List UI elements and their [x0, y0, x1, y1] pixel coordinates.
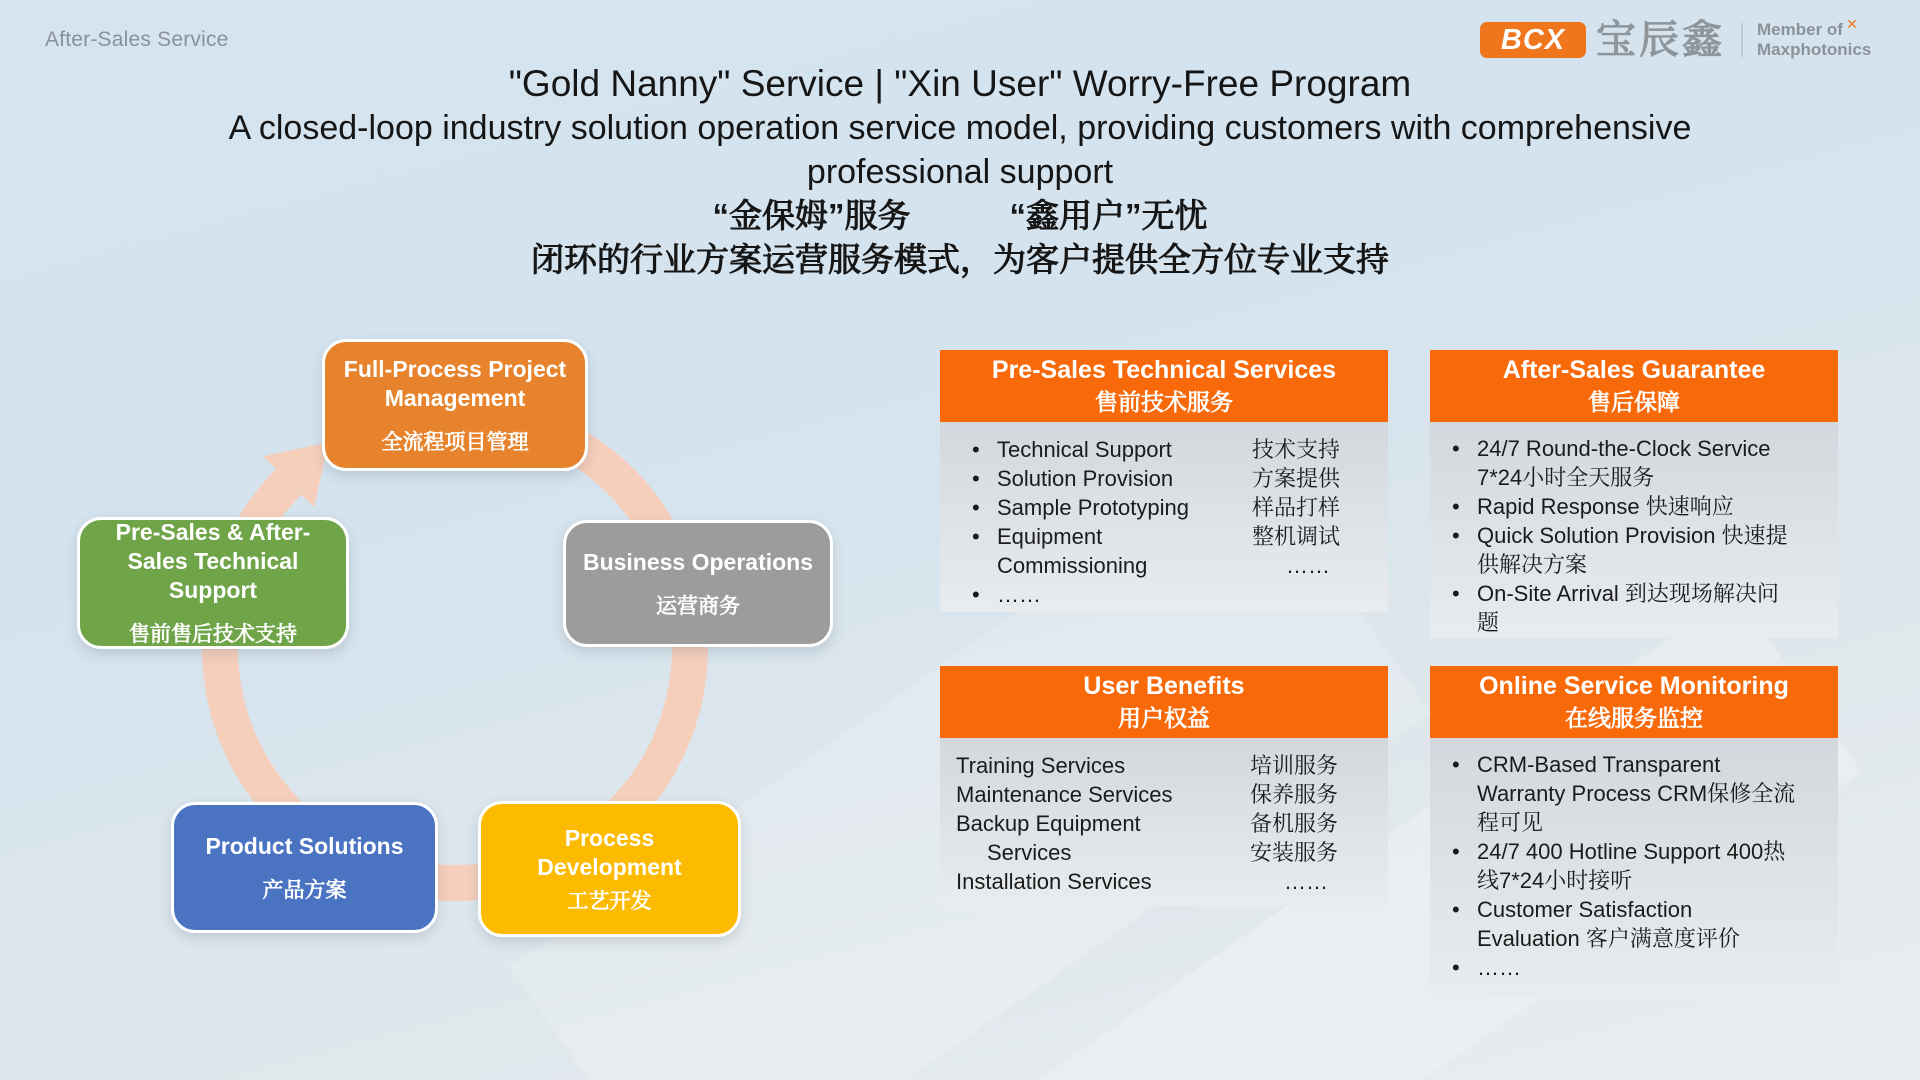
company-logo [1480, 16, 1872, 62]
panel-header [1430, 350, 1838, 422]
panel-title-en: User Benefits [1083, 672, 1245, 700]
list-item: • …… [966, 580, 1196, 609]
list-item: • CRM-Based Transparent Warranty Process CRM保修全流程可见 [1446, 750, 1798, 837]
subtitle-line1: A closed-loop industry solution operation service model, providing customers with comprehensive [228, 109, 1692, 147]
corner-label: After-Sales Service [45, 28, 229, 51]
list-item: 技术支持 [1252, 437, 1341, 462]
panel-items-english [956, 751, 1206, 906]
panel-body [1430, 422, 1838, 638]
member-of-text: Member of [1757, 20, 1843, 39]
logo-chinese-name: 宝辰鑫 [1596, 18, 1725, 62]
list-item: Maintenance Services [956, 782, 1173, 807]
panel-header [940, 350, 1388, 422]
list-item: • 24/7 400 Hotline Support 400热线7*24小时接听 [1446, 837, 1798, 895]
list-item: 样品打样 [1252, 495, 1341, 520]
cycle-box-label-cn: 运营商务 [656, 594, 740, 618]
panel-body [940, 422, 1388, 612]
cycle-box-label-cn: 产品方案 [262, 878, 347, 902]
panel-title-en: Online Service Monitoring [1479, 672, 1789, 700]
panel-user-benefits [940, 666, 1388, 906]
cycle-box-product-solutions [171, 802, 438, 933]
cycle-box-pre-after-sales-support [77, 517, 349, 649]
member-of-maxphotonics [1757, 16, 1872, 60]
list-item: • Solution Provision [966, 464, 1196, 493]
cycle-box-label-cn: 工艺开发 [567, 889, 652, 913]
list-item: 培训服务 [1250, 753, 1339, 778]
title-block [0, 62, 1920, 282]
panel-items-chinese [1252, 435, 1340, 612]
panel-title-cn: 售前技术服务 [1095, 389, 1233, 415]
list-item: • Equipment Commissioning [966, 522, 1196, 580]
maxphotonics-x-icon: ✕ [1845, 16, 1858, 32]
list-item: …… [1286, 553, 1330, 578]
list-item: 方案提供 [1252, 466, 1341, 491]
list-item: • On-Site Arrival 到达现场解决问题 [1446, 579, 1798, 637]
list-item: • …… [1446, 953, 1798, 982]
list-item: 备机服务 [1250, 811, 1339, 836]
panel-header [1430, 666, 1838, 738]
list-item: • Technical Support [966, 435, 1196, 464]
page-title: "Gold Nanny" Service | "Xin User" Worry-Free Program [508, 63, 1412, 104]
cycle-box-full-process-management [322, 339, 588, 471]
list-item: • Sample Prototyping [966, 493, 1196, 522]
list-item: • Customer Satisfaction Evaluation 客户满意度评价 [1446, 895, 1798, 953]
cycle-box-label-cn: 全流程项目管理 [381, 430, 529, 454]
list-item: Installation Services [956, 869, 1152, 894]
panel-title-en: Pre-Sales Technical Services [991, 356, 1337, 384]
cycle-box-label-en: Pre-Sales & After-Sales Technical Support [115, 519, 311, 603]
cycle-box-label-en: Full-Process Project Management [343, 355, 567, 411]
subtitle-chinese: 闭环的行业方案运营服务模式，为客户提供全方位专业支持 [531, 241, 1389, 278]
panel-body [1430, 738, 1838, 995]
list-item: • 24/7 Round-the-Clock Service 7*24小时全天服务 [1446, 434, 1798, 492]
list-item: • Rapid Response 快速响应 [1446, 492, 1798, 521]
logo-divider [1741, 23, 1743, 57]
bcx-logo-badge: BCX [1480, 22, 1586, 58]
panel-pre-sales-technical-services [940, 350, 1388, 612]
panel-title-en: After-Sales Guarantee [1502, 356, 1766, 384]
panel-title-cn: 在线服务监控 [1565, 705, 1703, 731]
cycle-box-business-operations [563, 520, 833, 647]
panel-online-service-monitoring [1430, 666, 1838, 995]
list-item: Training Services [956, 753, 1126, 778]
panel-header [940, 666, 1388, 738]
panel-after-sales-guarantee [1430, 350, 1838, 638]
list-item: 整机调试 [1252, 524, 1341, 549]
subtitle-line2: professional support [806, 153, 1114, 191]
list-item: 安装服务 [1250, 840, 1339, 865]
cycle-box-label-cn: 售前售后技术支持 [129, 623, 297, 646]
list-item: • Quick Solution Provision 快速提供解决方案 [1446, 521, 1798, 579]
panel-items-english [966, 435, 1196, 612]
cycle-arrowhead [263, 442, 328, 507]
maxphotonics-text: Maxphotonics [1757, 40, 1872, 59]
title-chinese: “金保姆”服务 “鑫用户”无忧 [712, 197, 1208, 234]
list-item: 保养服务 [1250, 782, 1339, 807]
list-item: Backup Equipment Services [956, 811, 1141, 865]
cycle-box-label-en: Process Development [537, 824, 682, 880]
panel-items-chinese [1250, 751, 1338, 906]
panel-title-cn: 用户权益 [1118, 705, 1210, 731]
cycle-box-process-development [478, 801, 741, 937]
panel-title-cn: 售后保障 [1588, 389, 1680, 415]
list-item: …… [1284, 869, 1328, 894]
cycle-box-label-en: Business Operations [582, 548, 814, 575]
cycle-box-label-en: Product Solutions [205, 832, 404, 859]
panel-body [940, 738, 1388, 906]
